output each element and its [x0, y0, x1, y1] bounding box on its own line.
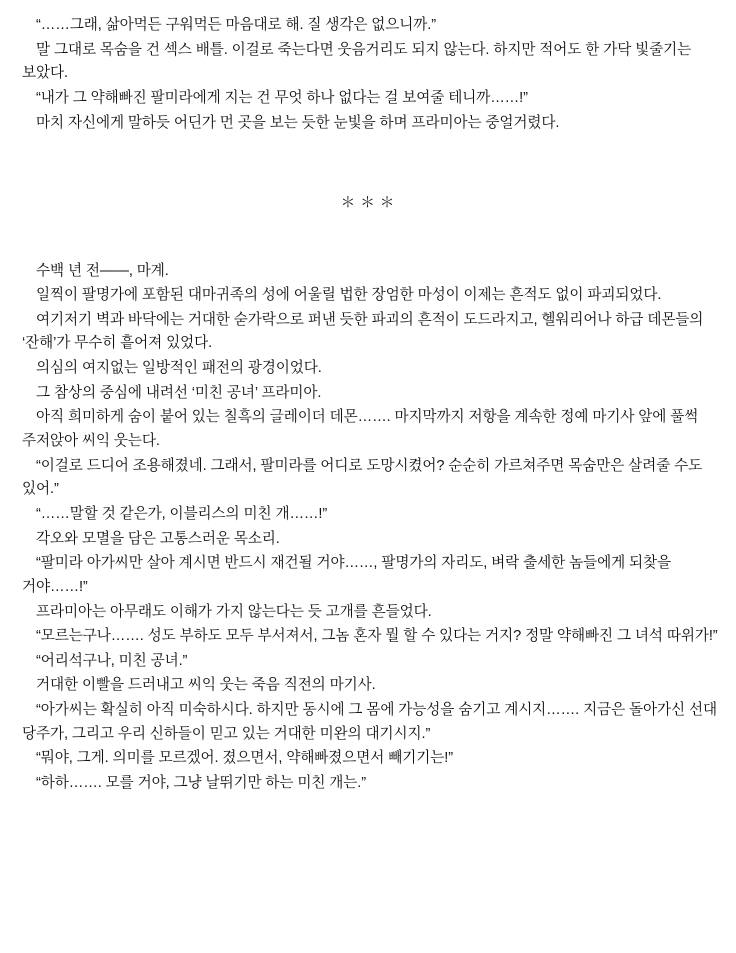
paragraph: “……말할 것 같은가, 이블리스의 미친 개……!”: [36, 505, 328, 522]
paragraph: 수백 년 전——, 마계.: [36, 262, 169, 279]
paragraph: 일찍이 팔명가에 포함된 대마귀족의 성에 어울릴 법한 장엄한 마성이 이제는 흔적도 없이 파괴되었다.: [36, 287, 662, 304]
paragraph: 마치 자신에게 말하듯 어딘가 먼 곳을 보는 듯한 눈빛을 하며 프라미아는 중얼거렸다.: [36, 114, 560, 131]
paragraph: 그 참상의 중심에 내려선 ‘미친 공녀’ 프라미아.: [36, 384, 322, 401]
paragraph: 말 그대로 목숨을 건 섹스 배틀. 이걸로 죽는다면 웃음거리도 되지 않는다. 하지만 적어도 한 가닥 빛줄기는 보았다.: [22, 41, 692, 82]
paragraph: “모르는구나……. 성도 부하도 모두 부서져서, 그놈 혼자 뭘 할 수 있다는 거지? 정말 약해빠진 그 녀석 따위가!”: [36, 628, 718, 645]
scene-break-divider: ＊＊＊: [340, 195, 400, 212]
paragraph: 프라미아는 아무래도 이해가 가지 않는다는 듯 고개를 흔들었다.: [36, 603, 432, 620]
paragraph: “하하……. 모를 거야, 그냥 날뛰기만 하는 미친 개는.”: [36, 775, 367, 791]
paragraph: “팔미라 아가씨만 살아 계시면 반드시 재건될 거야……, 팔명가의 자리도, 벼락 출세한 놈들에게 되찾을 거야……!”: [22, 555, 672, 595]
paragraph: “뭐야, 그게. 의미를 모르겠어. 졌으면서, 약해빠졌으면서 빼기기는!”: [36, 750, 453, 767]
paragraph: “……그래, 삶아먹든 구워먹든 마음대로 해. 질 생각은 없으니까.”: [36, 17, 436, 33]
paragraph: 아직 희미하게 숨이 붙어 있는 칠흑의 글레이더 데몬……. 마지막까지 저항을 계속한 정예 마기사 앞에 풀썩 주저앉아 씨익 웃는다.: [22, 409, 699, 450]
paragraph: “어리석구나, 미친 공녀.”: [36, 652, 188, 669]
paragraph: “내가 그 약해빠진 팔미라에게 지는 건 무엇 하나 없다는 걸 보여줄 테니까……!”: [36, 89, 528, 106]
paragraph: “이걸로 드디어 조용해졌네. 그래서, 팔미라를 어디로 도망시켰어? 순순히 가르쳐주면 목숨만은 살려줄 수도 있어.”: [22, 457, 703, 498]
paragraph: “아가씨는 확실히 아직 미숙하시다. 하지만 동시에 그 몸에 가능성을 숨기고 계시지……. 지금은 돌아가신 선대 당주가, 그리고 우리 신하들이 믿고 있는 거대한 미완의 대기시지.”: [22, 702, 717, 742]
document-body: [22, 14, 718, 796]
paragraph: 의심의 여지없는 일방적인 패전의 광경이었다.: [36, 360, 322, 377]
paragraph: 거대한 이빨을 드러내고 씨익 웃는 죽음 직전의 마기사.: [36, 677, 376, 694]
paragraph: 각오와 모멸을 담은 고통스러운 목소리.: [36, 530, 280, 547]
vertical-spacer: [22, 136, 718, 192]
paragraph: 여기저기 벽과 바닥에는 거대한 숟가락으로 퍼낸 듯한 파괴의 흔적이 도드라지고, 헬워리어나 하급 데몬들의 ‘잔해’가 무수히 흩어져 있었다.: [22, 311, 704, 352]
vertical-spacer: [22, 216, 718, 260]
